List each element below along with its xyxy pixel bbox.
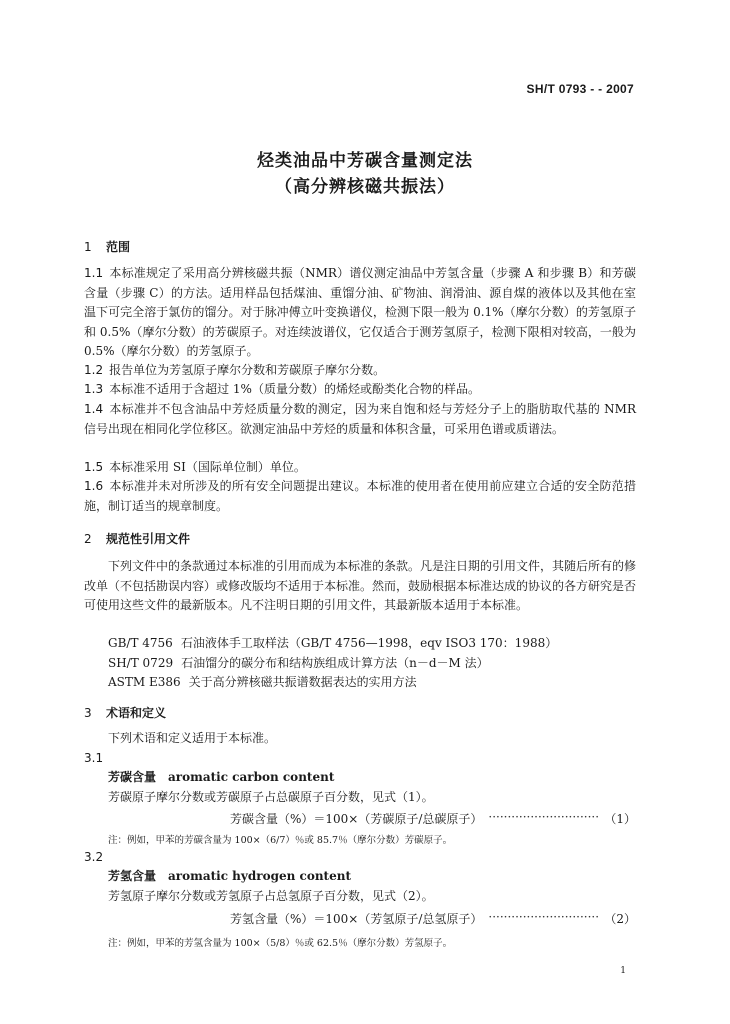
clause-number: 3.2 (84, 850, 104, 864)
document-title: 烃类油品中芳碳含量测定法 (257, 151, 473, 171)
term-chinese: 芳氢含量 (108, 869, 157, 883)
reference-title: 石油馏分的碳分布和结构族组成计算方法（n－d－M 法） (181, 656, 489, 670)
clause-1-4 (84, 400, 636, 439)
section-1-heading (84, 238, 130, 255)
normative-references-intro: 下列文件中的条款通过本标准的引用而成为本标准的条款。凡是注日期的引用文件，其随后所有的修改单（不包括勘误内容）或修改版均不适用于本标准。然而，鼓励根据本标准达成的协议的各方研究是否可使用这些文件的最新版本。凡不注明日期的引用文件，其最新版本适用于本标准。 (84, 559, 637, 612)
clause-1-2 (84, 361, 636, 381)
page-number: 1 (620, 966, 626, 976)
reference-item (108, 673, 417, 693)
reference-code: ASTM E386 (108, 675, 181, 689)
formula-2 (230, 910, 636, 927)
section-title: 规范性引用文件 (106, 532, 191, 546)
clause-1-6 (84, 477, 636, 516)
document-subtitle: （高分辨核磁共振法） (275, 177, 455, 197)
equation-number: （1） (604, 812, 636, 826)
clause-text: 本标准并不包含油品中芳烃质量分数的测定，因为来自饱和烃与芳烃分子上的脂肪取代基的 NMR 信号出现在相同化学位移区。欲测定油品中芳烃的质量和体积含量，可采用色谱或质谱法。 (84, 402, 636, 436)
term-english: aromatic hydrogen content (168, 869, 351, 883)
leader-dots (488, 910, 598, 927)
reference-item (108, 634, 557, 654)
clause-1-5 (84, 458, 636, 478)
equation-number: （2） (604, 912, 636, 926)
section-title: 术语和定义 (106, 706, 167, 720)
section-number: 1 (84, 240, 92, 254)
clause-1-3 (84, 380, 636, 400)
clause-text: 报告单位为芳氢原子摩尔分数和芳碳原子摩尔分数。 (109, 363, 386, 377)
term-3-1 (108, 768, 334, 785)
clause-text: 本标准并未对所涉及的所有安全问题提出建议。本标准的使用者在使用前应建立合适的安全防范措施，制订适当的规章制度。 (84, 479, 636, 513)
term-3-1-definition: 芳碳原子摩尔分数或芳碳原子占总碳原子百分数，见式（1）。 (108, 790, 434, 804)
reference-code: GB/T 4756 (108, 636, 173, 650)
clause-number: 3.1 (84, 751, 104, 765)
standard-code: SH/T 0793 - - 2007 (526, 82, 634, 96)
clause-1-1 (84, 264, 636, 362)
clause-number: 1.5 (84, 460, 104, 474)
clause-text: 本标准规定了采用高分辨核磁共振（NMR）谱仪测定油品中芳氢含量（步骤 A 和步骤 B）和芳碳含量（步骤 C）的方法。适用样品包括煤油、重馏分油、矿物油、润滑油、源自煤的液体以及其他在室温下可完全溶于氯仿的馏分。对于脉冲傅立叶变换谱仪，检测下限一般为 0.1%（摩尔分数）的芳氢原子和 0.5%（摩尔分数）的芳碳原子。对连续波谱仪，它仅适合于测芳氢原子，检测下限相对较高，一般为 0.5%（摩尔分数）的芳氢原子。 (84, 266, 636, 358)
section-2-heading (84, 530, 190, 547)
formula-expression: 芳碳含量（%）＝100×（芳碳原子/总碳原子） (230, 812, 483, 826)
section-3-heading (84, 704, 166, 721)
reference-title: 关于高分辨核磁共振谱数据表达的实用方法 (188, 675, 417, 689)
clause-number: 1.3 (84, 382, 104, 396)
clause-number: 1.4 (84, 402, 104, 416)
formula-expression: 芳氢含量（%）＝100×（芳氢原子/总氢原子） (230, 912, 483, 926)
term-english: aromatic carbon content (168, 770, 335, 784)
reference-item (108, 654, 489, 674)
terms-intro: 下列术语和定义适用于本标准。 (108, 731, 277, 745)
reference-title: 石油液体手工取样法（GB/T 4756—1998，eqv ISO3 170：1988） (180, 636, 558, 650)
reference-code: SH/T 0729 (108, 656, 174, 670)
section-title: 范围 (106, 240, 131, 254)
clause-text: 本标准不适用于含超过 1%（质量分数）的烯烃或酚类化合物的样品。 (109, 382, 480, 396)
leader-dots (488, 810, 598, 827)
term-chinese: 芳碳含量 (108, 770, 157, 784)
section-number: 3 (84, 706, 92, 720)
note-3-1: 注：例如，甲苯的芳碳含量为 100×（6/7）％或 85.7％（摩尔分数）芳碳原子。 (108, 835, 453, 846)
term-3-2 (108, 867, 351, 884)
note-3-2: 注：例如，甲苯的芳氢含量为 100×（5/8）％或 62.5％（摩尔分数）芳氢原子。 (108, 938, 453, 949)
section-number: 2 (84, 532, 92, 546)
term-3-1-number (84, 749, 636, 769)
formula-1 (230, 810, 636, 827)
clause-text: 本标准采用 SI（国际单位制）单位。 (109, 460, 306, 474)
clause-number: 1.6 (84, 479, 104, 493)
term-3-2-number (84, 848, 636, 868)
clause-number: 1.1 (84, 266, 104, 280)
clause-number: 1.2 (84, 363, 104, 377)
term-3-2-definition: 芳氢原子摩尔分数或芳氢原子占总氢原子百分数，见式（2）。 (108, 889, 434, 903)
